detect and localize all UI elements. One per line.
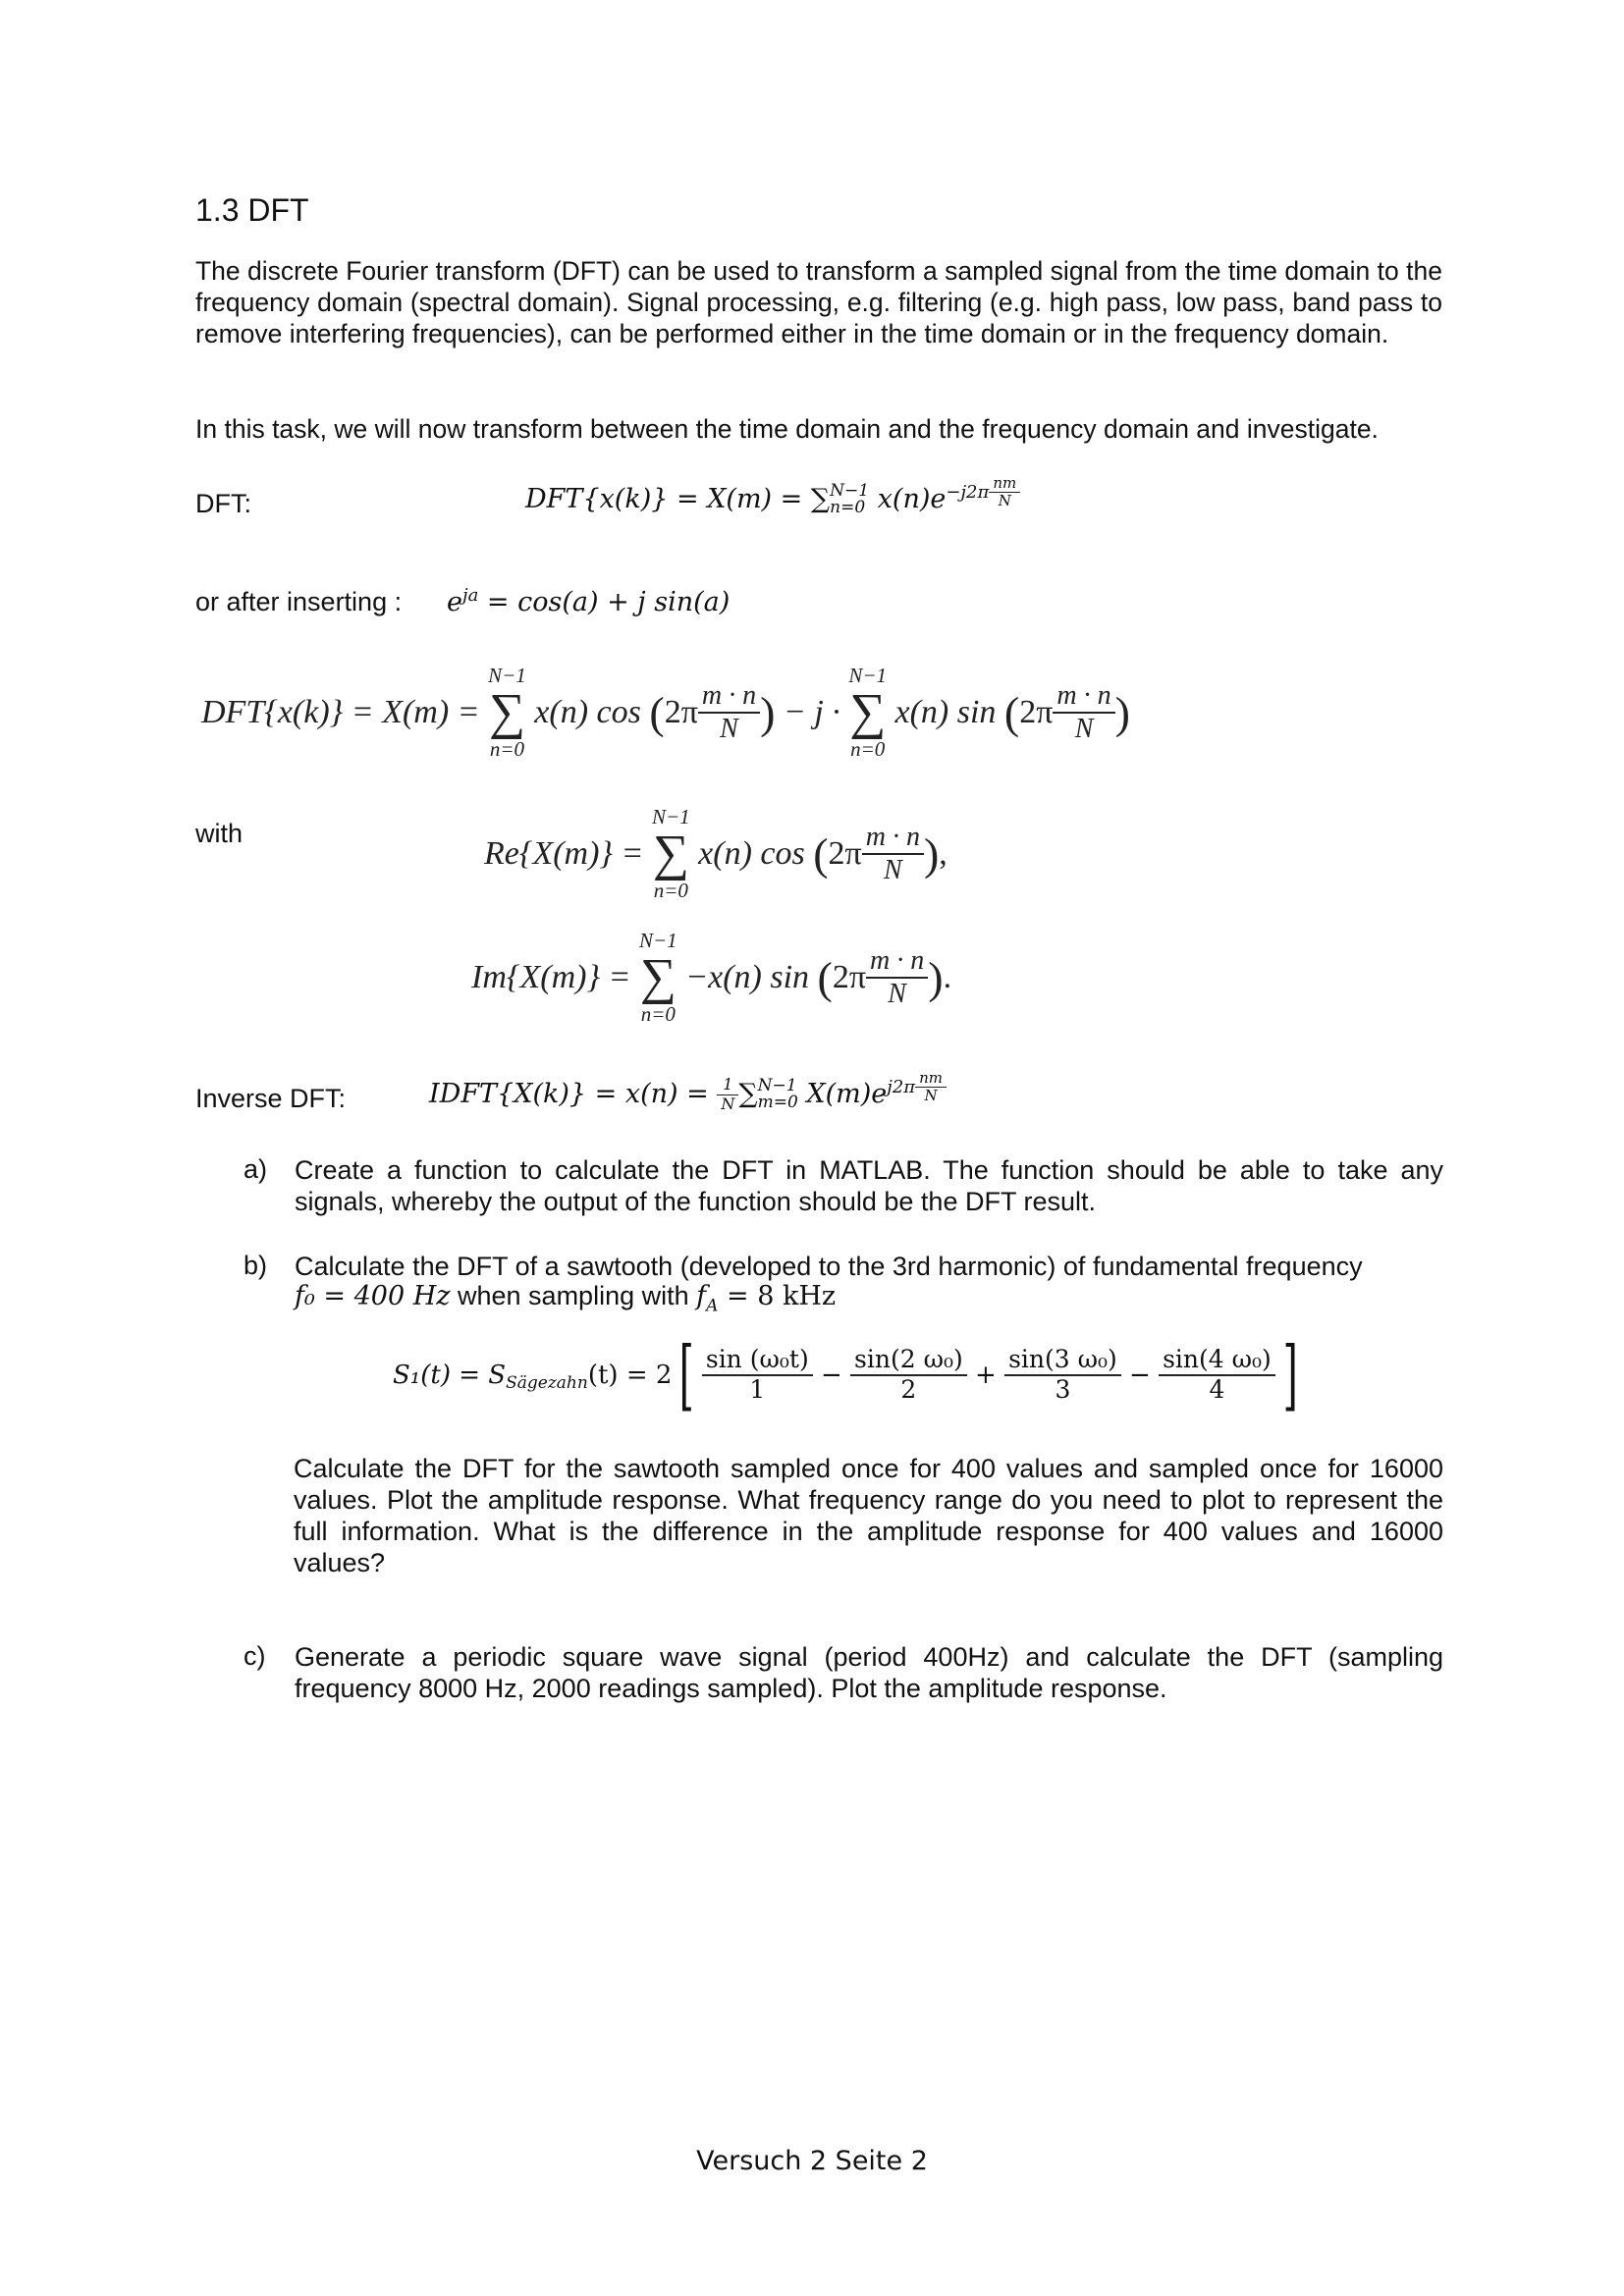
- two-pi: 2π: [664, 693, 698, 730]
- im-lhs: Im{X(m)} =: [471, 958, 631, 995]
- idft-exponent: j2π: [887, 1076, 916, 1097]
- dft-sum-lower: n=0: [830, 498, 866, 518]
- im-formula: Im{X(m)} = N−1 ∑ n=0 −x(n) sin (2π $\frac{m \cdot n}{N}$ ).: [471, 929, 952, 1026]
- saw-f4-num: sin(4 ω₀): [1159, 1346, 1275, 1376]
- dft-sum-upper: N−1: [830, 481, 870, 502]
- idft-sum-lower: m=0: [757, 1093, 798, 1113]
- saw-f1-den: 1: [749, 1375, 766, 1404]
- saw-f3-num: sin(3 ω₀): [1004, 1346, 1121, 1376]
- dft-exponent: −j2π: [946, 481, 990, 503]
- dft-label: DFT:: [195, 489, 251, 518]
- expanded-lhs: DFT{x(k)} = X(m) =: [201, 693, 480, 730]
- frac-num: m · n: [866, 945, 928, 979]
- task-b-fa-rest: = 8 kHz: [718, 1281, 837, 1311]
- im-sum: N−1 ∑ n=0: [638, 929, 677, 1026]
- task-a-text: Create a function to calculate the DFT in MATLAB. The function should be able to take any signals, whereby the output of the function should be the DFT result.: [295, 1155, 1443, 1216]
- idft-exp-frac-den: N: [924, 1087, 938, 1105]
- idft-formula: IDFT{X(k)} = x(n) = $\frac{1}{N}$ ∑ N−1 m=0 $X(m)e^{j2\pi \frac{nm}{N}}$: [429, 1070, 947, 1113]
- euler-rhs: = cos(a) + j sin(a): [478, 587, 731, 617]
- two-pi: 2π: [832, 958, 867, 995]
- im-term: −x(n) sin: [685, 958, 810, 995]
- sum-upper: N−1: [651, 805, 690, 828]
- dft-term: x(n)e: [877, 483, 947, 514]
- expanded-dft-formula: DFT{x(k)} = X(m) = N−1 ∑ n=0 x(n) cos (2π $\frac{m \cdot n}{N}$ ) − j · N−1 ∑ n=0 x(n) sin (2π $\frac{m \cdot n}{N}$ ): [201, 664, 1130, 761]
- frac-den: N: [720, 713, 738, 744]
- saw-f1-num: sin (ω₀t): [702, 1346, 813, 1376]
- re-comma: ,: [939, 834, 947, 872]
- re-lhs: Re{X(m)} =: [484, 834, 644, 872]
- frac-num: m · n: [862, 822, 924, 855]
- task-b-text: Calculate the DFT of a sawtooth (developed to the 3rd harmonic) of fundamental frequency: [295, 1252, 1363, 1281]
- frac-num: m · n: [1053, 680, 1114, 714]
- idft-exp-frac-num: nm: [915, 1070, 947, 1088]
- cos-term: x(n) cos: [534, 693, 641, 730]
- task-a-letter: a): [244, 1154, 268, 1184]
- expanded-sum-2: N−1 ∑ n=0: [848, 664, 887, 761]
- sawtooth-mid: (t) = 2: [587, 1361, 673, 1390]
- dft-exp-frac-den: N: [998, 492, 1011, 510]
- sawtooth-sub: Sägezahn: [506, 1373, 588, 1394]
- task-c-letter: c): [244, 1641, 266, 1671]
- task-b-letter: b): [244, 1251, 268, 1280]
- after-inserting-label: or after inserting :: [195, 587, 403, 616]
- dft-formula-lhs: DFT{x(k)} = X(m) =: [525, 483, 811, 514]
- euler-base: e: [447, 587, 462, 617]
- task-paragraph: In this task, we will now transform between the time domain and the frequency domain and investigate.: [195, 414, 1379, 444]
- frac-den: N: [888, 978, 906, 1009]
- saw-f2-den: 2: [900, 1375, 917, 1404]
- task-b-fa: f: [696, 1281, 707, 1311]
- idft-one: 1: [717, 1076, 738, 1095]
- sum-lower: n=0: [850, 736, 886, 761]
- dft-formula: DFT{x(k)} = X(m) = ∑ N−1 n=0 $x(n)e^{-j2\pi \frac{nm}{N}}$: [525, 475, 1020, 516]
- page-footer: Versuch 2 Seite 2: [696, 2146, 928, 2176]
- sum-lower: n=0: [653, 878, 688, 902]
- task-b-frequencies: [295, 1281, 836, 1315]
- with-label: with: [195, 819, 244, 848]
- frac-num: m · n: [698, 680, 760, 714]
- minus-j: − j ·: [783, 693, 840, 730]
- sawtooth-formula: $S_1(t) = S_{Sägezahn}(t) = 2$[ $\frac{\text{sin (ω₀t)}}{1}$ − $\frac{\text{sin(2 ω₀)}}{2}$ + $\frac{\text{sin(3 ω₀)}}{3}$ − $\frac{\text{sin(4 ω₀)}}{4}$ ]: [393, 1331, 1298, 1419]
- idft-sum-upper: N−1: [757, 1076, 797, 1096]
- euler-exp: ja: [461, 585, 479, 606]
- sin-term: x(n) sin: [894, 693, 997, 730]
- euler-formula: [447, 585, 730, 617]
- im-period: .: [943, 958, 952, 995]
- sum-lower: n=0: [489, 736, 525, 761]
- sawtooth-lhs: S₁(t) = S: [393, 1361, 507, 1390]
- frac-den: N: [1074, 713, 1094, 744]
- task-b-when: when sampling with: [450, 1281, 697, 1310]
- two-pi: 2π: [1019, 693, 1054, 730]
- re-term: x(n) cos: [698, 834, 805, 872]
- frac-den: N: [883, 854, 902, 885]
- sum-upper: N−1: [488, 664, 526, 687]
- sum-lower: n=0: [640, 1001, 676, 1026]
- inverse-dft-label: Inverse DFT:: [195, 1084, 347, 1113]
- section-heading: 1.3 DFT: [195, 192, 309, 228]
- saw-f4-den: 4: [1209, 1375, 1225, 1404]
- expanded-sum-1: N−1 ∑ n=0: [488, 664, 526, 761]
- idft-term: X(m)e: [806, 1078, 888, 1109]
- saw-f3-den: 3: [1055, 1375, 1071, 1404]
- re-sum: N−1 ∑ n=0: [651, 805, 690, 902]
- re-formula: Re{X(m)} = N−1 ∑ n=0 x(n) cos (2π $\frac{m \cdot n}{N}$ ),: [484, 805, 947, 902]
- task-c-text: Generate a periodic square wave signal (period 400Hz) and calculate the DFT (sampling frequency 8000 Hz, 2000 readings sampled). Plot the amplitude response.: [295, 1642, 1443, 1703]
- saw-op-3: −: [1129, 1361, 1151, 1390]
- saw-op-2: +: [975, 1361, 997, 1390]
- idft-N: N: [721, 1094, 735, 1113]
- saw-op-1: −: [820, 1361, 842, 1390]
- sum-upper: N−1: [638, 929, 677, 952]
- task-b-f0: f₀ = 400 Hz: [295, 1281, 451, 1311]
- sum-upper: N−1: [848, 664, 887, 687]
- idft-lhs: IDFT{X(k)} = x(n) =: [429, 1078, 718, 1109]
- saw-f2-num: sin(2 ω₀): [850, 1346, 967, 1376]
- intro-paragraph: The discrete Fourier transform (DFT) can be used to transform a sampled signal from the time domain to the frequency domain (spectral domain). Signal processing, e.g. filtering (e.g. high pass, low pass, band pass to remove interfering frequencies), can be performed either in the time domain or in the frequency domain.: [195, 256, 1442, 348]
- task-b-paragraph: Calculate the DFT for the sawtooth sampled once for 400 values and sampled once for 16000 values. Plot the amplitude response. What frequency range do you need to plot to represent the full information. What is the difference in the amplitude response for 400 values and 16000 values?: [294, 1454, 1443, 1577]
- two-pi: 2π: [828, 834, 862, 872]
- task-b-fa-sub: A: [706, 1296, 719, 1316]
- dft-exp-frac-num: nm: [989, 475, 1020, 493]
